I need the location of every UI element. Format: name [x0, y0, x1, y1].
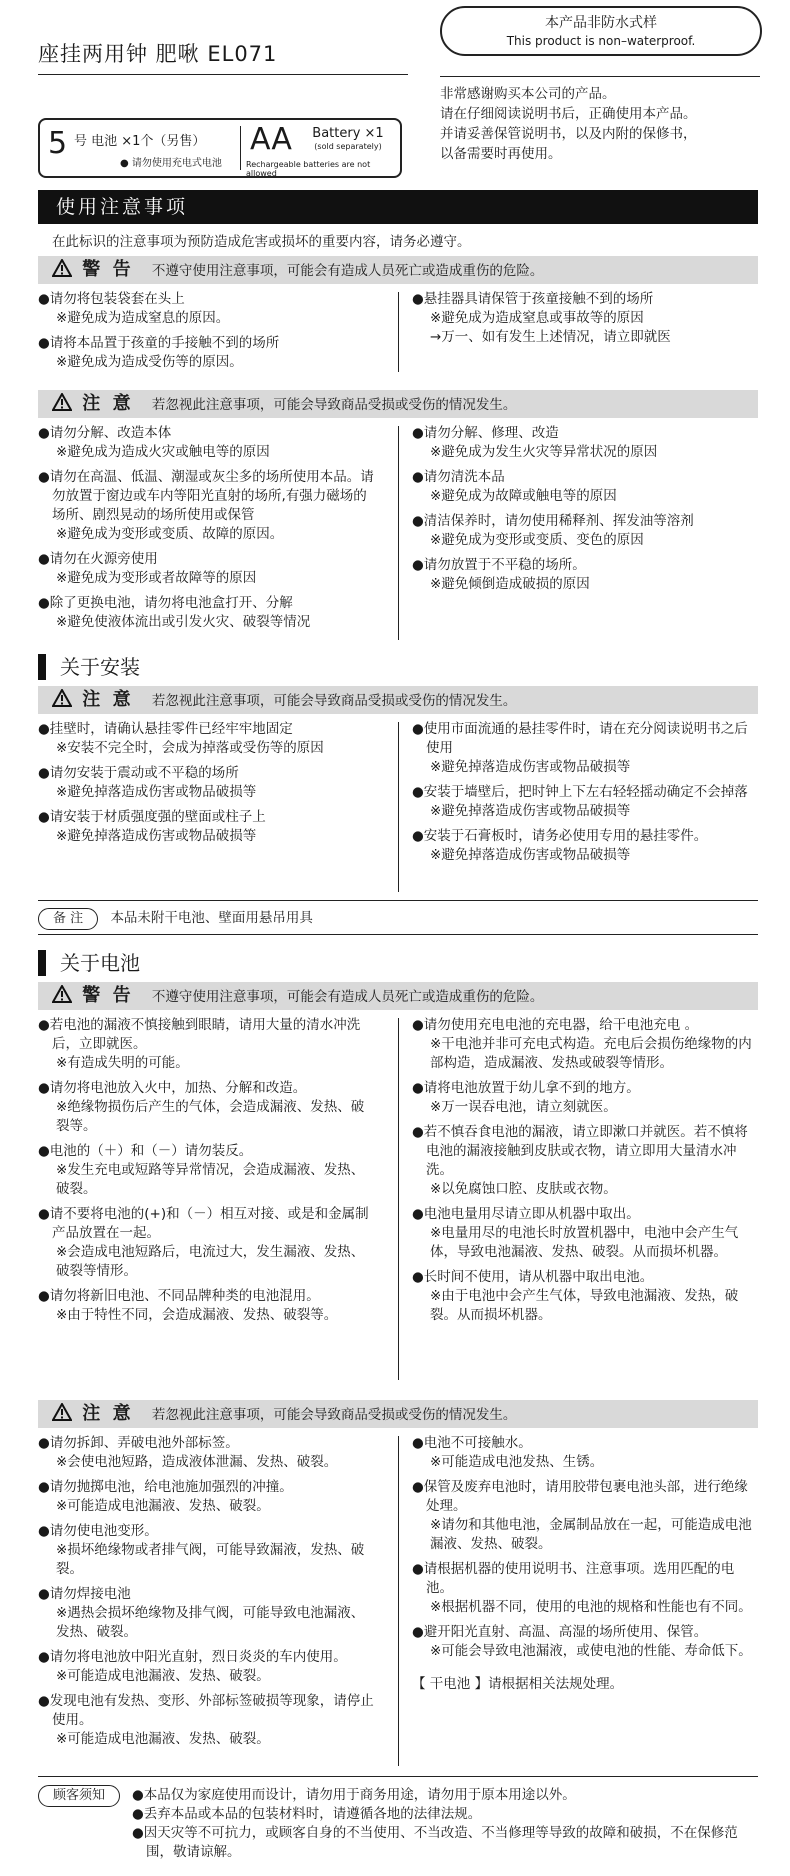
install-left-col	[38, 720, 388, 852]
battery-en: Battery ×1	[312, 126, 384, 141]
install-item: ●请安装于材质强度强的壁面或柱子上	[38, 809, 266, 825]
battery-warning-left-col	[38, 1016, 374, 1331]
section-heading: 使用注意事项	[38, 190, 758, 224]
caution-item: ●请勿在高温、低温、潮湿或灰尘多的场所使用本品。请勿放置于窗边或车内等阳光直射的场所,有强力磁场的场所、剧烈晃动的场所使用或保管	[38, 469, 374, 523]
battery-en-note: Rechargeable batteries are not allowed	[246, 160, 371, 178]
battery-heading: 关于电池	[38, 950, 140, 976]
thanks-line: 非常感谢购买本公司的产品。	[440, 86, 616, 102]
caution-note: ※避免成为变形或变质、故障的原因。	[56, 526, 284, 542]
title-underline	[38, 74, 408, 75]
divider	[38, 934, 758, 935]
battery-caution-item: ●请勿将电池放中阳光直射，烈日炎炎的车内使用。	[38, 1649, 347, 1665]
warning-text: 不遵守使用注意事项，可能会有造成人员死亡或造成重伤的危险。	[151, 989, 544, 1005]
non-waterproof-en: This product is non–waterproof.	[506, 34, 696, 48]
battery-warning-note: ※会造成电池短路后，电流过大，发生漏液、发热、破裂等情形。	[56, 1244, 365, 1279]
customer-notice-item: ●本品仅为家庭使用而设计，请勿用于商务用途，请勿用于原本用途以外。	[132, 1787, 576, 1803]
caution-note: ※避免成为造成火灾或触电等的原因	[56, 444, 270, 460]
non-waterproof-cn: 本产品非防水式样	[545, 15, 657, 31]
caution-text: 若忽视此注意事项，可能会导致商品受损或受伤的情况发生。	[151, 1407, 517, 1423]
customer-notice	[38, 1784, 128, 1807]
caution-item: ●请勿分解、改造本体	[38, 425, 172, 441]
battery-info-box	[38, 118, 402, 178]
caution-text: 若忽视此注意事项，可能会导致商品受损或受伤的情况发生。	[151, 397, 517, 413]
caution-bar	[38, 390, 758, 418]
column-divider	[398, 292, 399, 372]
caution-right-col	[412, 424, 762, 600]
thanks-text	[440, 84, 760, 164]
warning-item: ●请将本品置于孩童的手接触不到的场所	[38, 335, 280, 351]
battery-warning-note: ※绝缘物损伤后产生的气体，会造成漏液、发热、破裂等。	[56, 1099, 365, 1134]
battery-warning-item: ●请不要将电池的(+)和（－）相互对接、或是和金属制产品放置在一起。	[38, 1206, 369, 1241]
battery-size-number: 5	[48, 126, 68, 161]
warning-left-col	[38, 290, 388, 378]
battery-caution-left-col	[38, 1434, 374, 1755]
warning-item: ●请勿将包装袋套在头上	[38, 291, 185, 307]
battery-warning-item: ●请勿将电池放入火中，加热、分解和改造。	[38, 1080, 307, 1096]
intro-text: 在此标识的注意事项为预防造成危害或损坏的重要内容，请务必遵守。	[52, 234, 471, 250]
warning-note: ※避免成为造成受伤等的原因。	[56, 354, 243, 370]
caution-triangle-icon	[52, 393, 72, 411]
battery-warning-item: ●请勿使用充电电池的充电器，给干电池充电 。	[412, 1017, 699, 1033]
caution-triangle-icon	[52, 1403, 72, 1421]
install-note: ※安装不完全时，会成为掉落或受伤等的原因	[56, 740, 324, 756]
battery-caution-note: ※遇热会损坏绝缘物及排气阀，可能导致电池漏液、发热、破裂。	[56, 1605, 365, 1640]
warning-bar	[38, 256, 758, 284]
caution-item: ●请勿在火源旁使用	[38, 551, 158, 567]
battery-caution-note: ※可能会导致电池漏液，或使电池的性能、寿命低下。	[430, 1643, 752, 1659]
product-title: 座挂两用钟 肥啾 EL071	[38, 42, 278, 66]
caution-item: ●请勿清洗本品	[412, 469, 505, 485]
install-heading: 关于安装	[38, 654, 140, 680]
install-remark	[38, 906, 313, 930]
battery-warning-note: ※有造成失明的可能。	[56, 1055, 189, 1071]
battery-warning-item: ●若不慎吞食电池的漏液，请立即漱口并就医。若不慎将电池的漏液接触到皮肤或衣物，请立即用大量清水冲洗。	[412, 1124, 748, 1178]
caution-item: ●请勿分解、修理、改造	[412, 425, 559, 441]
install-item: ●挂壁时，请确认悬挂零件已经牢牢地固定	[38, 721, 293, 737]
thanks-divider	[440, 76, 760, 77]
remark-text: 本品未附干电池、壁面用悬吊用具	[110, 910, 313, 926]
battery-warning-item: ●长时间不使用，请从机器中取出电池。	[412, 1269, 654, 1285]
battery-caution-item: ●电池不可接触水。	[412, 1435, 532, 1451]
warning-right-col	[412, 290, 762, 353]
caution-label: 注 意	[82, 1403, 134, 1424]
column-divider	[398, 1018, 399, 1380]
customer-notice-item: ●因天灾等不可抗力，或顾客自身的不当使用、不当改造、不当修理等导致的故障和破损，不在保修范围，敬请谅解。	[132, 1825, 738, 1860]
install-item: ●请勿安装于震动或不平稳的场所	[38, 765, 239, 781]
install-note: ※避免掉落造成伤害或物品破损等	[430, 847, 631, 863]
battery-caution-note: ※根据机器不同，使用的电池的规格和性能也有不同。	[430, 1599, 752, 1615]
divider	[38, 900, 758, 901]
caution-item: ●请勿放置于不平稳的场所。	[412, 557, 586, 573]
dry-battery-note: 【 干电池 】请根据相关法规处理。	[412, 1676, 624, 1692]
caution-item: ●清洁保养时，请勿使用稀释剂、挥发油等溶剂	[412, 513, 694, 529]
battery-caution-note: ※可能造成电池漏液、发热、破裂。	[56, 1731, 270, 1747]
battery-caution-item: ●请勿使电池变形。	[38, 1523, 158, 1539]
battery-warning-note: ※由于特性不同，会造成漏液、发热、破裂等。	[56, 1307, 338, 1323]
caution-note: ※避免倾倒造成破损的原因	[430, 576, 590, 592]
battery-cn: 号 电池 ×1个（另售）	[74, 134, 206, 149]
battery-warning-note: ※电量用尽的电池长时放置机器中，电池中会产生气体，导致电池漏液、发热、破裂。从而损坏机器。	[430, 1225, 739, 1260]
battery-warning-note: ※由于电池中会产生气体，导致电池漏液、发热，破裂。从而损坏机器。	[430, 1288, 739, 1323]
battery-aa: AA	[250, 122, 292, 157]
caution-note: ※避免使液体流出或引发火灾、破裂等情况	[56, 614, 311, 630]
caution-text: 若忽视此注意事项，可能会导致商品受损或受伤的情况发生。	[151, 693, 517, 709]
caution-note: ※避免成为变形或者故障等的原因	[56, 570, 257, 586]
install-caution-bar	[38, 686, 758, 714]
battery-warning-item: ●电池电量用尽请立即从机器中取出。	[412, 1206, 640, 1222]
thanks-line: 请在仔细阅读说明书后，正确使用本产品。	[440, 106, 697, 122]
battery-caution-bar	[38, 1400, 758, 1428]
install-item: ●使用市面流通的悬挂零件时，请在充分阅读说明书之后使用	[412, 721, 748, 756]
divider	[38, 1776, 758, 1777]
warning-item: ●悬挂器具请保管于孩童接触不到的场所	[412, 291, 654, 307]
customer-notice-item: ●丢弃本品或本品的包装材料时，请遵循各地的法律法规。	[132, 1806, 482, 1822]
install-note: ※避免掉落造成伤害或物品破损等	[56, 828, 257, 844]
battery-caution-note: ※请勿和其他电池，金属制品放在一起，可能造成电池漏液、发热、破裂。	[430, 1517, 752, 1552]
thanks-line: 并请妥善保管说明书，以及内附的保修书，	[440, 126, 697, 142]
customer-notice-label: 顾客须知	[38, 1785, 120, 1807]
column-divider	[398, 722, 399, 892]
battery-warning-bar	[38, 982, 758, 1010]
caution-note: ※避免成为故障或触电等的原因	[430, 488, 617, 504]
install-note: ※避免掉落造成伤害或物品破损等	[430, 803, 631, 819]
battery-caution-item: ●请勿拆卸、弄破电池外部标签。	[38, 1435, 239, 1451]
non-waterproof-box	[440, 6, 762, 56]
battery-warning-note: ※发生充电或短路等异常情况，会造成漏液、发热、破裂。	[56, 1162, 365, 1197]
battery-caution-item: ●请勿焊接电池	[38, 1586, 131, 1602]
battery-warning-item: ●请勿将新旧电池、不同品牌种类的电池混用。	[38, 1288, 320, 1304]
install-note: ※避免掉落造成伤害或物品破损等	[430, 759, 631, 775]
warning-triangle-icon	[52, 985, 72, 1003]
battery-caution-note: ※可能造成电池漏液、发热、破裂。	[56, 1668, 270, 1684]
battery-en-sub: (sold separately)	[314, 142, 382, 151]
battery-warning-item: ●请将电池放置于幼儿拿不到的地方。	[412, 1080, 640, 1096]
battery-caution-item: ●请根据机器的使用说明书、注意事项。选用匹配的电池。	[412, 1561, 735, 1596]
caution-left-col	[38, 424, 374, 638]
battery-warning-note: ※干电池并非可充电式构造。充电后会损伤绝缘物的内部构造，造成漏液、发热或破裂等情形。	[430, 1036, 752, 1071]
battery-caution-note: ※可能造成电池漏液、发热、破裂。	[56, 1498, 270, 1514]
install-item: ●安装于石膏板时，请务必使用专用的悬挂零件。	[412, 828, 708, 844]
battery-caution-item: ●避开阳光直射、高温、高湿的场所使用、保管。	[412, 1624, 708, 1640]
warning-triangle-icon	[52, 259, 72, 277]
install-note: ※避免掉落造成伤害或物品破损等	[56, 784, 257, 800]
install-right-col	[412, 720, 758, 871]
warning-note: →万一、如有发生上述情况，请立即就医	[430, 329, 671, 345]
battery-caution-item: ●保管及废弃电池时，请用胶带包裹电池头部，进行绝缘处理。	[412, 1479, 748, 1514]
caution-item: ●除了更换电池，请勿将电池盒打开、分解	[38, 595, 293, 611]
battery-divider	[240, 126, 241, 170]
column-divider	[398, 426, 399, 640]
battery-caution-note: ※会使电池短路，造成液体泄漏、发热、破裂。	[56, 1454, 338, 1470]
battery-caution-note: ※可能造成电池发热、生锈。	[430, 1454, 604, 1470]
customer-notice-items	[132, 1786, 762, 1862]
battery-caution-item: ●发现电池有发热、变形、外部标签破损等现象，请停止使用。	[38, 1693, 374, 1728]
battery-warning-item: ●电池的（＋）和（－）请勿装反。	[38, 1143, 253, 1159]
warning-label: 警 告	[82, 259, 134, 280]
thanks-line: 以备需要时再使用。	[440, 146, 562, 162]
remark-label: 备 注	[38, 908, 98, 930]
battery-warning-note: ※万一误吞电池，请立刻就医。	[430, 1099, 617, 1115]
battery-caution-note: ※损坏绝缘物或者排气阀，可能导致漏液，发热、破裂。	[56, 1542, 365, 1577]
caution-note: ※避免成为发生火灾等异常状况的原因	[430, 444, 658, 460]
battery-warning-right-col	[412, 1016, 758, 1331]
warning-note: ※避免成为造成窒息的原因。	[56, 310, 230, 326]
battery-caution-item: ●请勿抛掷电池，给电池施加强烈的冲撞。	[38, 1479, 293, 1495]
caution-label: 注 意	[82, 393, 134, 414]
caution-triangle-icon	[52, 689, 72, 707]
battery-cn-note: ● 请勿使用充电式电池	[120, 158, 222, 169]
warning-note: ※避免成为造成窒息或事故等的原因	[430, 310, 644, 326]
column-divider	[398, 1436, 399, 1766]
battery-warning-item: ●若电池的漏液不慎接触到眼睛，请用大量的清水冲洗后，立即就医。	[38, 1017, 361, 1052]
battery-caution-right-col	[412, 1434, 758, 1700]
warning-text: 不遵守使用注意事项，可能会有造成人员死亡或造成重伤的危险。	[151, 263, 544, 279]
caution-note: ※避免成为变形或变质、变色的原因	[430, 532, 644, 548]
battery-warning-note: ※以免腐蚀口腔、皮肤或衣物。	[430, 1181, 617, 1197]
warning-label: 警 告	[82, 985, 134, 1006]
install-item: ●安装于墙壁后，把时钟上下左右轻轻摇动确定不会掉落	[412, 784, 748, 800]
caution-label: 注 意	[82, 689, 134, 710]
